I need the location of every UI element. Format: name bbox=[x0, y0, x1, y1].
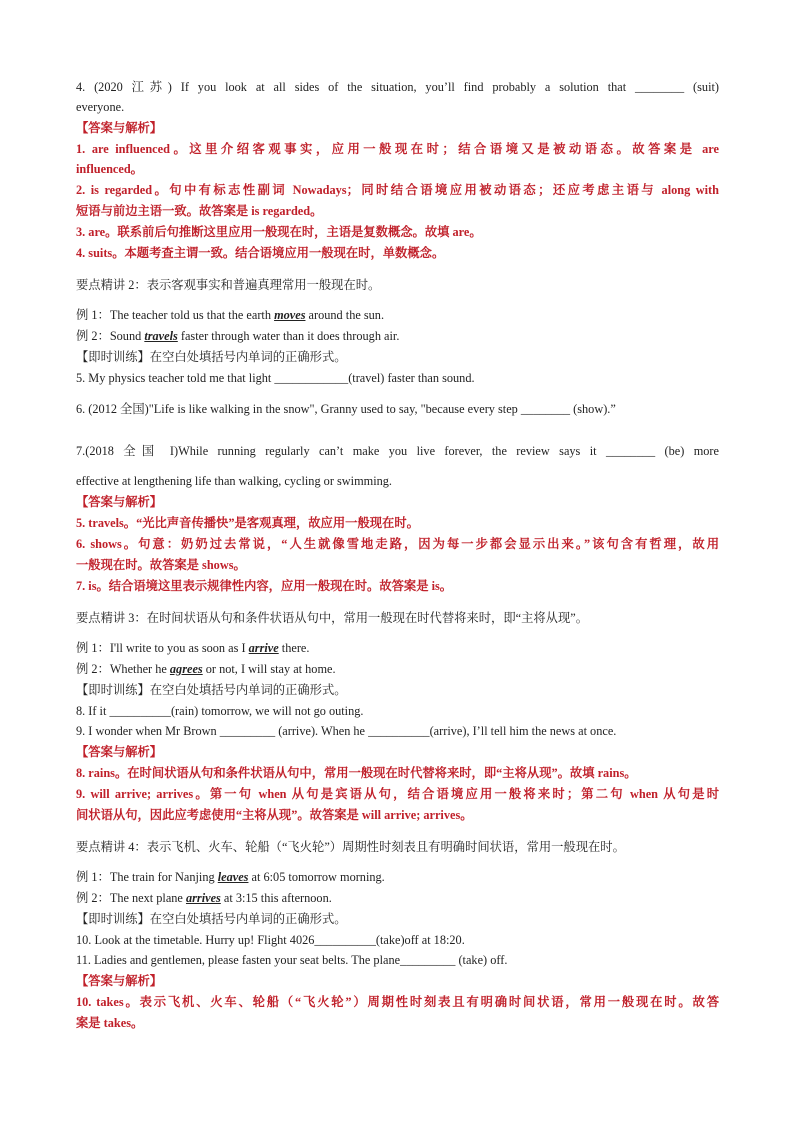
section-2-title: 要点精讲 2：表示客观事实和普遍真理常用一般现在时。 bbox=[76, 278, 381, 292]
answer-heading-2: 【答案与解析】 bbox=[76, 495, 163, 509]
section-3-drill-heading: 【即时训练】在空白处填括号内单词的正确形式。 bbox=[76, 683, 347, 697]
section-4-example-2: 例 2：The next plane arrives at 3:15 this afternoon. bbox=[76, 891, 332, 905]
answer-3: 3. are。联系前后句推断这里应用一般现在时，主语是复数概念。故填 are。 bbox=[76, 225, 482, 239]
answer-1-line-2: influenced。 bbox=[76, 162, 143, 176]
answer-2-line-1: 2. is regarded。句中有标志性副词 Nowadays；同时结合语境应用被动语态；还应考虑主语与 along with bbox=[76, 183, 719, 197]
section-3-example-2: 例 2：Whether he agrees or not, I will stay at home. bbox=[76, 662, 336, 676]
question-4-line-2: everyone. bbox=[76, 100, 125, 114]
question-6: 6. (2012 全国)"Life is like walking in the snow", Granny used to say, "because every step ________ (show).” bbox=[76, 402, 616, 416]
section-2-drill-heading: 【即时训练】在空白处填括号内单词的正确形式。 bbox=[76, 350, 347, 364]
answer-10-line-2: 案是 takes。 bbox=[76, 1016, 144, 1030]
section-3-example-1: 例 1：I'll write to you as soon as I arrive there. bbox=[76, 641, 310, 655]
question-9: 9. I wonder when Mr Brown _________ (arrive). When he __________(arrive), I’ll tell him the news at once. bbox=[76, 724, 617, 738]
question-7-line-1: 7.(2018 全国 I)While running regularly can’t make you live forever, the review says it ________ (be) more bbox=[76, 444, 719, 458]
question-10: 10. Look at the timetable. Hurry up! Flight 4026__________(take)off at 18:20. bbox=[76, 933, 465, 947]
answer-5: 5. travels。“光比声音传播快”是客观真理，故应用一般现在时。 bbox=[76, 516, 419, 530]
question-11: 11. Ladies and gentlemen, please fasten your seat belts. The plane_________ (take) off. bbox=[76, 953, 508, 967]
question-5: 5. My physics teacher told me that light ____________(travel) faster than sound. bbox=[76, 371, 475, 385]
answer-6-line-2: 一般现在时。故答案是 shows。 bbox=[76, 558, 246, 572]
answer-heading-1: 【答案与解析】 bbox=[76, 121, 163, 135]
section-4-drill-heading: 【即时训练】在空白处填括号内单词的正确形式。 bbox=[76, 912, 347, 926]
answer-1-line-1: 1. are influenced。这里介绍客观事实，应用一般现在时；结合语境又是被动语态。故答案是 are bbox=[76, 142, 719, 156]
question-4-line-1: 4. (2020 江苏) If you look at all sides of the situation, you’ll find probably a solution that ________ (suit) bbox=[76, 80, 719, 94]
section-2-example-2: 例 2：Sound travels faster through water than it does through air. bbox=[76, 329, 400, 343]
answer-9-line-1: 9. will arrive; arrives。第一句 when 从句是宾语从句，结合语境应用一般将来时；第二句 when 从句是时 bbox=[76, 787, 719, 801]
section-4-title: 要点精讲 4：表示飞机、火车、轮船（“飞火轮”）周期性时刻表且有明确时间状语，常用一般现在时。 bbox=[76, 840, 625, 854]
answer-7: 7. is。结合语境这里表示规律性内容，应用一般现在时。故答案是 is。 bbox=[76, 579, 453, 593]
answer-9-line-2: 间状语从句，因此应考虑使用“主将从现”。故答案是 will arrive; arrives。 bbox=[76, 808, 473, 822]
answer-heading-4: 【答案与解析】 bbox=[76, 974, 163, 988]
answer-4: 4. suits。本题考查主谓一致。结合语境应用一般现在时，单数概念。 bbox=[76, 246, 445, 260]
answer-6-line-1: 6. shows。句意：奶奶过去常说，“人生就像雪地走路，因为每一步都会显示出来。”该句含有哲理，故用 bbox=[76, 537, 719, 551]
answer-2-line-2: 短语与前边主语一致。故答案是 is regarded。 bbox=[76, 204, 323, 218]
section-2-example-1: 例 1：The teacher told us that the earth moves around the sun. bbox=[76, 308, 385, 322]
question-8: 8. If it __________(rain) tomorrow, we will not go outing. bbox=[76, 704, 364, 718]
question-7-line-2: effective at lengthening life than walking, cycling or swimming. bbox=[76, 474, 392, 488]
answer-10-line-1: 10. takes。表示飞机、火车、轮船（“飞火轮”）周期性时刻表且有明确时间状语，常用一般现在时。故答 bbox=[76, 995, 719, 1009]
answer-heading-3: 【答案与解析】 bbox=[76, 745, 163, 759]
answer-8: 8. rains。在时间状语从句和条件状语从句中，常用一般现在时代替将来时，即“主将从现”。故填 rains。 bbox=[76, 766, 637, 780]
section-4-example-1: 例 1：The train for Nanjing leaves at 6:05 tomorrow morning. bbox=[76, 870, 385, 884]
section-3-title: 要点精讲 3：在时间状语从句和条件状语从句中，常用一般现在时代替将来时，即“主将从现”。 bbox=[76, 611, 589, 625]
